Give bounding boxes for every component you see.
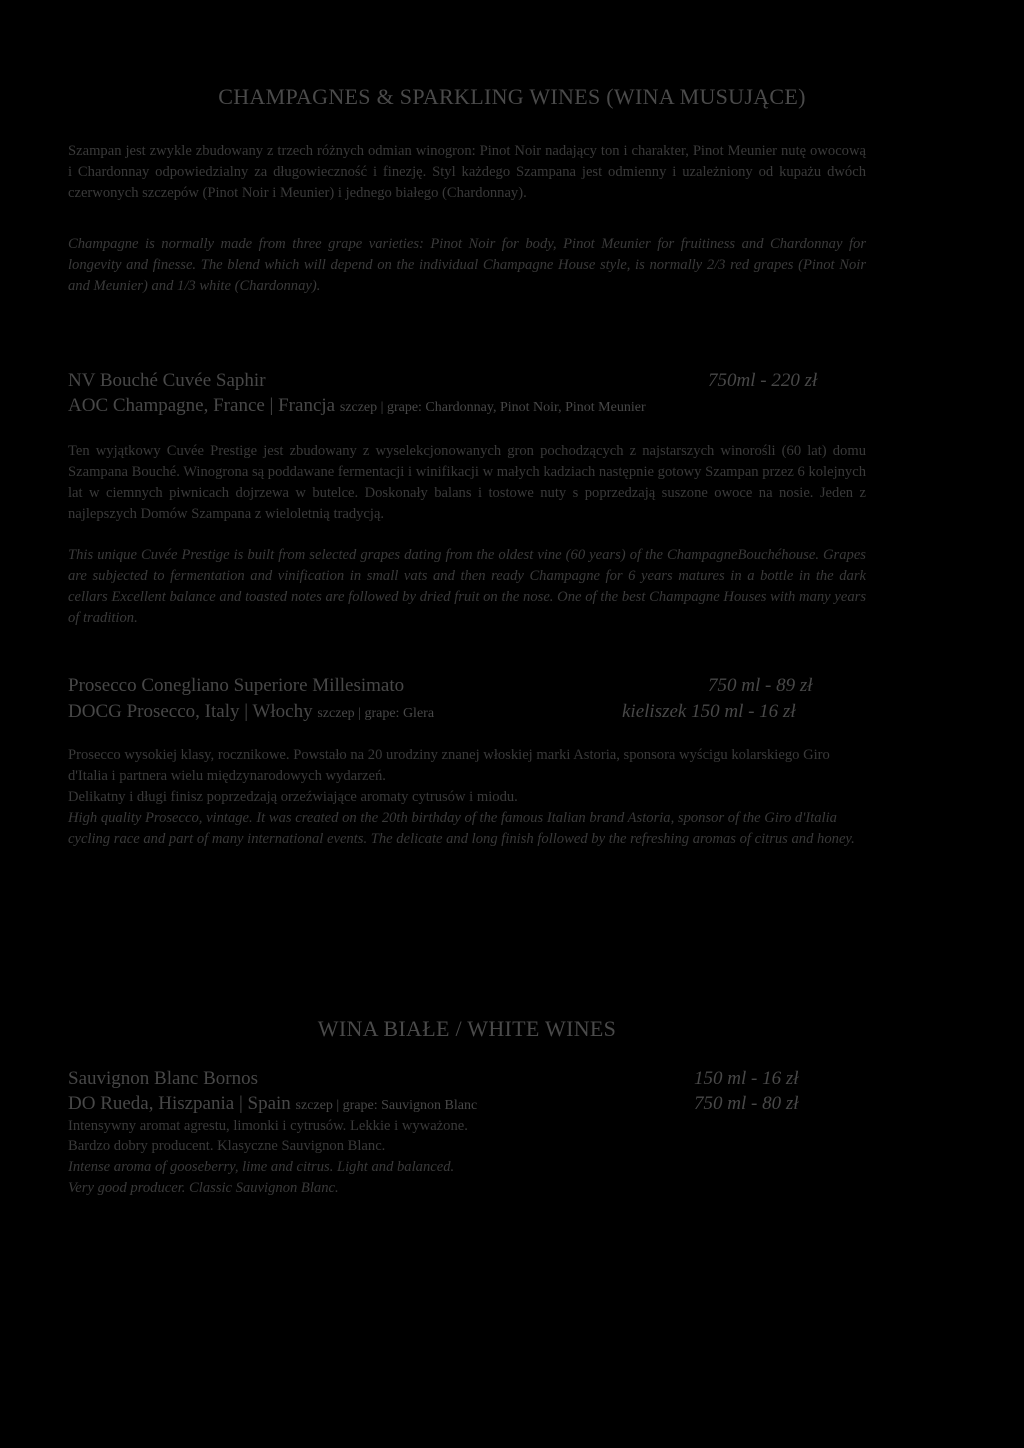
champagne-intro-pl: Szampan jest zwykle zbudowany z trzech różnych odmian winogron: Pinot Noir nadający ton i charakter, Pinot Meunier nutę owocową i Chardonnay odpowiedzialny za długowieczność i finezję. Styl każdego Szampana jest odmienny i uzależniony od kupażu dwóch czerwonych szczepów (Pinot Noir i Meunier) i jednego białego (Chardonnay). [68, 143, 866, 201]
wine-region-text: AOC Champagne, France | Francja [68, 395, 336, 416]
wine-name-prosecco: Prosecco Conegliano Superiore Millesimato [68, 675, 405, 696]
wine-region-bouche [68, 395, 646, 417]
wine-desc-pl-1-prosecco: Prosecco wysokiej klasy, rocznikowe. Powstało na 20 urodziny znanej włoskiej marki Astoria, sponsora wyścigu kolarskiego Giro d'Italia i partnera wielu międzynarodowych wydarzeń. [68, 747, 830, 784]
wine-price-bornos: 750 ml - 80 zł [694, 1093, 799, 1114]
wine-grape-text: szczep | grape: Chardonnay, Pinot Noir, Pinot Meunier [339, 400, 646, 415]
wine-grape-text: szczep | grape: Glera [317, 706, 435, 721]
champagne-intro-en: Champagne is normally made from three grape varieties: Pinot Noir for body, Pinot Meunier for fruitiness and Chardonnay for longevity and finesse. The blend which will depend on the individual Champagne House style, is normally 2/3 red grapes (Pinot Noir and Meunier) and 1/3 white (Chardonnay). [68, 236, 866, 294]
wine-desc-en-bouche: This unique Cuvée Prestige is built from selected grapes dating from the oldest vine (60 years) of the ChampagneBouchéhouse. Grapes are subjected to fermentation and vinification in small vats and then ready Champagne for 6 years matures in a bottle in the dark cellars Excellent balance and toasted notes are followed by dried fruit on the nose. One of the best Champagne Houses with many years of tradition. [68, 547, 866, 626]
wine-price-glass-prosecco: kieliszek 150 ml - 16 zł [622, 701, 796, 722]
wine-desc-en-prosecco: High quality Prosecco, vintage. It was created on the 20th birthday of the famous Italian brand Astoria, sponsor of the Giro d'Italia cycling race and part of many international events. The delicate and long finish followed by the refreshing aromas of citrus and honey. [68, 810, 855, 847]
wine-price-glass-bornos: 150 ml - 16 zł [694, 1068, 799, 1089]
wine-region-text: DOCG Prosecco, Italy | Włochy [68, 701, 313, 722]
wine-desc-pl-bouche: Ten wyjątkowy Cuvée Prestige jest zbudowany z wyselekcjonowanych gron pochodzących z najstarszych winorośli (60 lat) domu Szampana Bouché. Winogrona są poddawane fermentacji i winifikacji w małych kadziach następnie gotowy Szampan przez 6 kolejnych lat w ciemnych piwnicach dojrzewa w butelce. Doskonały balans i tostowe nuty s poprzedzają suszone owoce na nosie. Jeden z najlepszych Domów Szampana z wieloletnią tradycją. [68, 443, 866, 522]
wine-price-prosecco: 750 ml - 89 zł [708, 675, 813, 696]
wine-region-bornos [68, 1093, 477, 1115]
wine-desc-pl-1-bornos: Intensywny aromat agrestu, limonki i cytrusów. Lekkie i wyważone. [68, 1118, 468, 1134]
section-title-white: WINA BIAŁE / WHITE WINES [317, 1016, 617, 1041]
wine-price-bouche: 750ml - 220 zł [708, 370, 818, 391]
wine-name-bornos: Sauvignon Blanc Bornos [68, 1068, 258, 1089]
wine-desc-pl-2-prosecco: Delikatny i długi finisz poprzedzają orzeźwiające aromaty cytrusów i miodu. [68, 789, 518, 805]
wine-region-text: DO Rueda, Hiszpania | Spain [68, 1093, 291, 1114]
wine-desc-en-1-bornos: Intense aroma of gooseberry, lime and citrus. Light and balanced. [68, 1159, 455, 1175]
wine-grape-text: szczep | grape: Sauvignon Blanc [295, 1098, 478, 1113]
wine-name-bouche: NV Bouché Cuvée Saphir [68, 370, 266, 391]
wine-desc-pl-2-bornos: Bardzo dobry producent. Klasyczne Sauvignon Blanc. [68, 1138, 386, 1154]
section-title-champagne: CHAMPAGNES & SPARKLING WINES (WINA MUSUJĄCE) [218, 84, 806, 109]
wine-desc-en-2-bornos: Very good producer. Classic Sauvignon Blanc. [68, 1180, 339, 1196]
wine-region-prosecco [68, 701, 434, 723]
